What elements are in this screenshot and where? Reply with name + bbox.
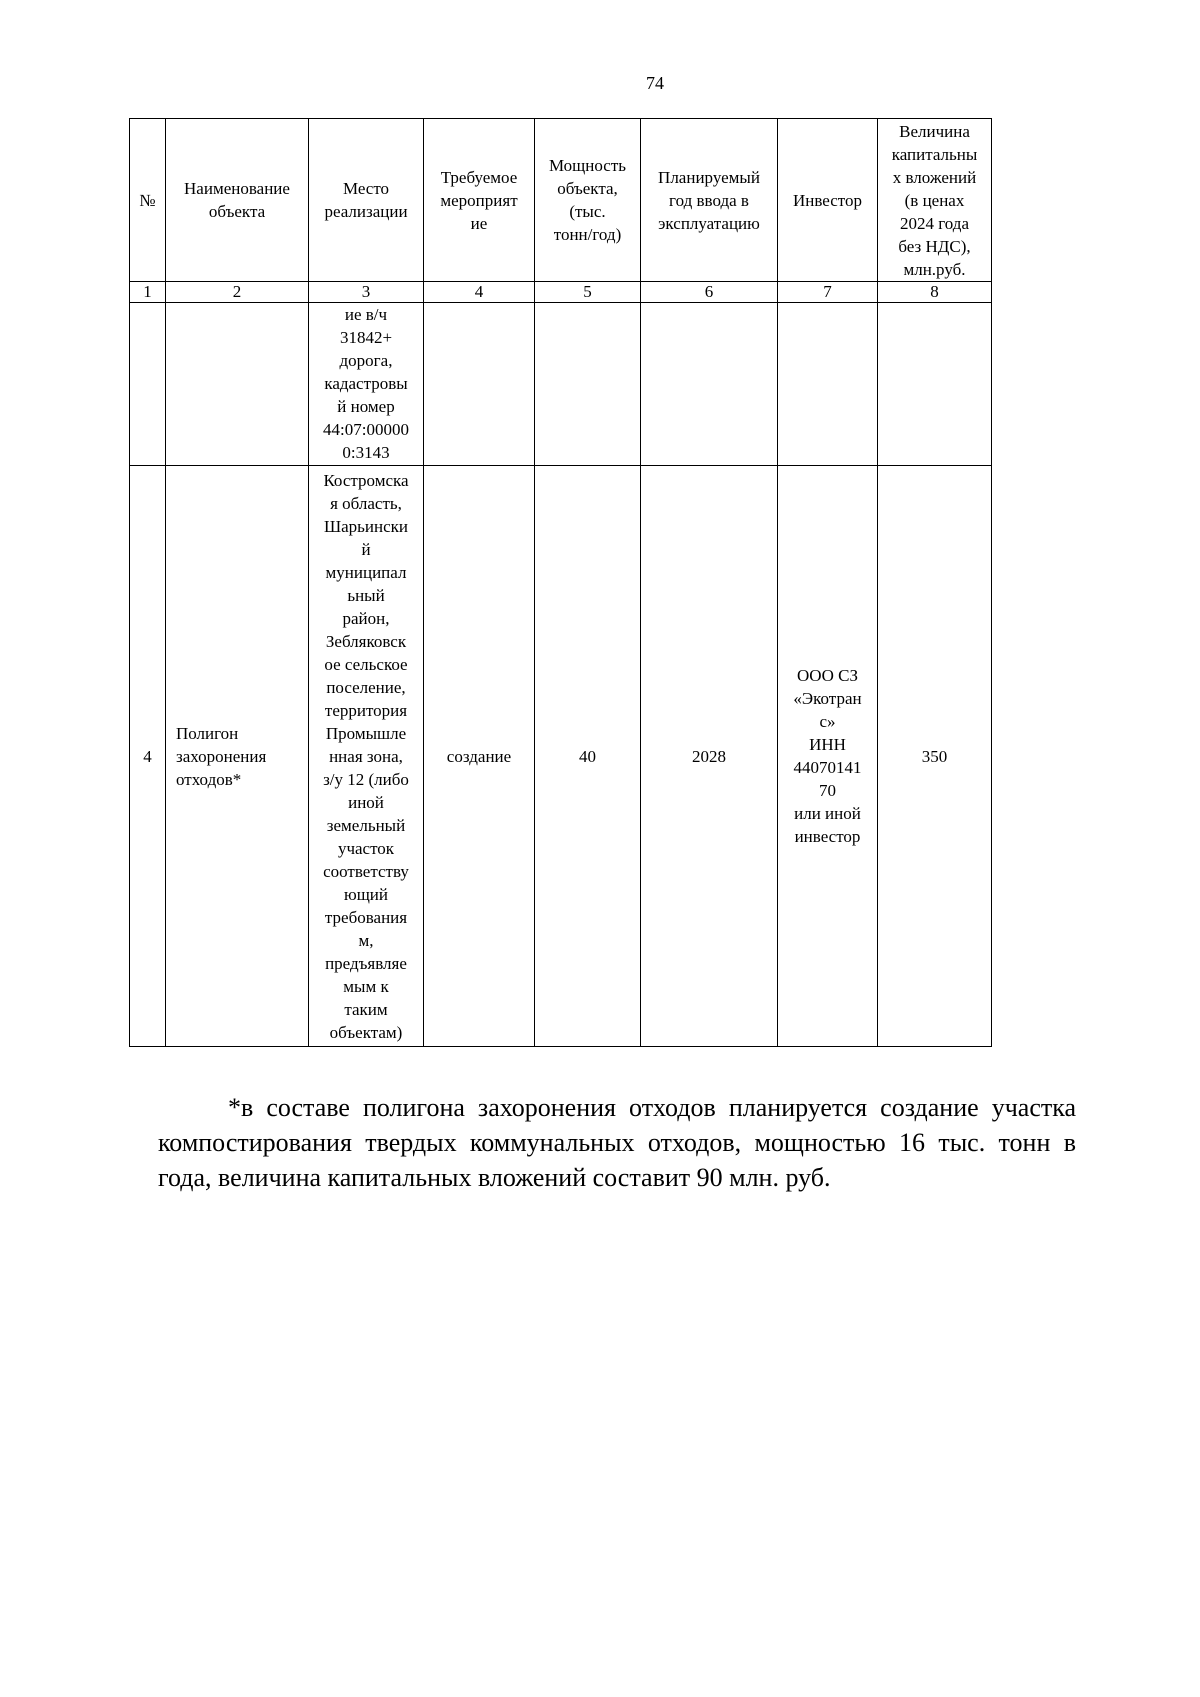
column-number: 4 <box>424 282 535 303</box>
cell-investment: 350 <box>878 466 992 1047</box>
column-number: 7 <box>778 282 878 303</box>
cell-number: 4 <box>130 466 166 1047</box>
cell-place: Костромска я область, Шарьински й муниципал ьный район, Зебляковск ое сельское поселение, территория Промышле нная зона, з/у 12 (либо иной земельный участок соответству ющий требования м, предъявляе мым к таким объектам) <box>309 466 424 1047</box>
cell-name <box>166 303 309 466</box>
header-cell-name: Наименование объекта <box>166 119 309 282</box>
cell-place: ие в/ч 31842+ дорога, кадастровы й номер 44:07:00000 0:3143 <box>309 303 424 466</box>
cell-capacity <box>535 303 641 466</box>
table-row <box>130 303 992 466</box>
cell-year <box>641 303 778 466</box>
investment-table <box>129 118 992 1047</box>
header-cell-number: № <box>130 119 166 282</box>
header-cell-measure: Требуемое мероприят ие <box>424 119 535 282</box>
header-cell-capacity: Мощность объекта, (тыс. тонн/год) <box>535 119 641 282</box>
column-number-row <box>130 282 992 303</box>
cell-investor <box>778 303 878 466</box>
cell-measure <box>424 303 535 466</box>
header-row <box>130 119 992 282</box>
cell-number <box>130 303 166 466</box>
header-cell-investor: Инвестор <box>778 119 878 282</box>
page-number: 74 <box>646 73 664 93</box>
cell-investment <box>878 303 992 466</box>
footnote: *в составе полигона захоронения отходов планируется создание участка компостирования твердых коммунальных отходов, мощностью 16 тыс. тонн в года, величина капитальных вложений составит 90 млн. руб. <box>158 1093 1076 1192</box>
cell-measure: создание <box>424 466 535 1047</box>
cell-year: 2028 <box>641 466 778 1047</box>
column-number: 5 <box>535 282 641 303</box>
column-number: 2 <box>166 282 309 303</box>
cell-capacity: 40 <box>535 466 641 1047</box>
cell-name: Полигон захоронения отходов* <box>166 466 309 1047</box>
column-number: 8 <box>878 282 992 303</box>
column-number: 3 <box>309 282 424 303</box>
cell-investor: ООО СЗ «Экотран с» ИНН 44070141 70 или иной инвестор <box>778 466 878 1047</box>
header-cell-place: Место реализации <box>309 119 424 282</box>
header-cell-year: Планируемый год ввода в эксплуатацию <box>641 119 778 282</box>
header-cell-investment: Величина капитальны х вложений (в ценах 2024 года без НДС), млн.руб. <box>878 119 992 282</box>
column-number: 6 <box>641 282 778 303</box>
table-row <box>130 466 992 1047</box>
column-number: 1 <box>130 282 166 303</box>
